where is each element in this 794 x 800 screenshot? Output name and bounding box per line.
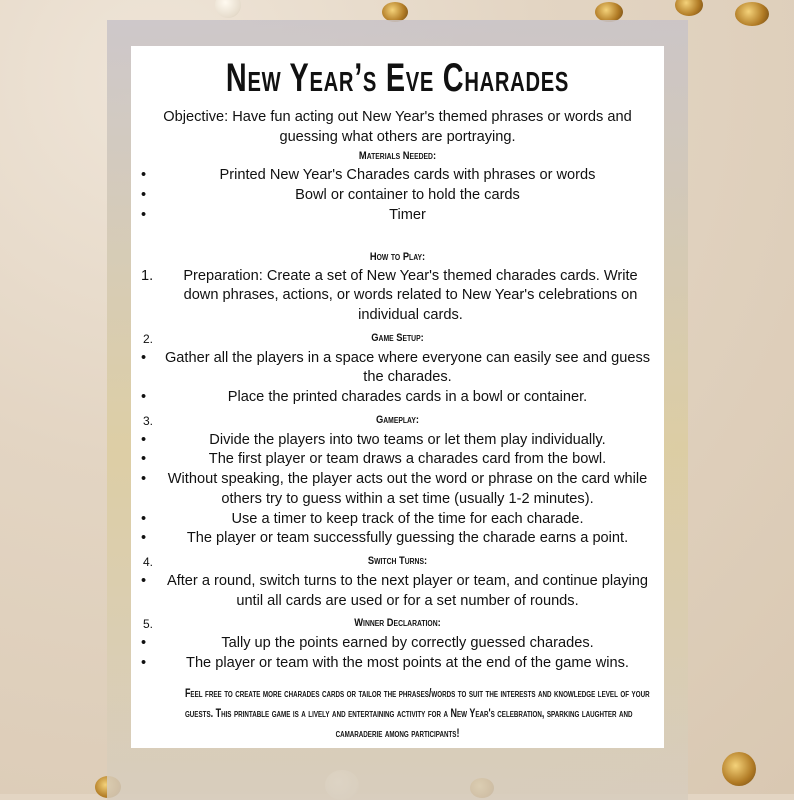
list-item: • Divide the players into two teams or let them play individually. [141,431,606,448]
objective: Objective: Have fun acting out New Year's themed phrases or words and guessing what others are portraying. [163,109,632,145]
list-item: • Timer [141,206,426,223]
list-item: • The player or team with the most points at the end of the game wins. [141,655,629,672]
list-item: • Place the printed charades cards in a bowl or container. [141,389,588,406]
list-item: • Bowl or container to hold the cards [141,187,520,204]
list-item: • Gather all the players in a space where everyone can easily see and guess the charades. [141,349,651,386]
footer-note: Feel free to create more charades cards or tailor the phrases/words to suit the interests and knowledge level of your guests. This printable game is a lively and entertaining activity for a New Year's celebration, sparking laughter and camaraderie among participants! [184,688,650,740]
step-heading: 4. Switch Turns: [143,554,428,569]
list-item: • Tally up the points earned by correctly guessed charades. [141,635,594,652]
step-heading: 3. Gameplay: [143,413,420,428]
step-heading: 5. Winner Declaration: [143,617,441,632]
step-heading: 2. Game Setup: [143,331,424,346]
list-item: • Use a timer to keep track of the time for each charade. [141,510,584,527]
list-item: • The first player or team draws a charades card from the bowl. [141,451,607,468]
materials-heading: Materials Needed: [358,150,437,163]
list-item: • Without speaking, the player acts out the word or phrase on the card while others try to guess within a set time (usually 1-2 minutes). [141,471,648,507]
printable-card [131,46,664,748]
sequin-decoration [595,2,623,22]
how-to-play-heading: How to Play: [369,250,426,263]
list-item: • After a round, switch turns to the next player or team, and continue playing until all cards are used or for a set number of rounds. [141,572,649,609]
sequin-decoration [382,2,408,22]
list-item: • The player or team successfully guessing the charade earns a point. [141,530,629,547]
page-title: New Year’s Eve Charades [225,56,570,100]
sequin-decoration [722,752,756,786]
step-preparation: 1. Preparation: Create a set of New Year's themed charades cards. Write down phrases, actions, or words related to New Year's celebrations on individual cards. [141,267,638,323]
list-item: • Printed New Year's Charades cards with phrases or words [141,167,596,184]
sequin-decoration [735,2,769,26]
